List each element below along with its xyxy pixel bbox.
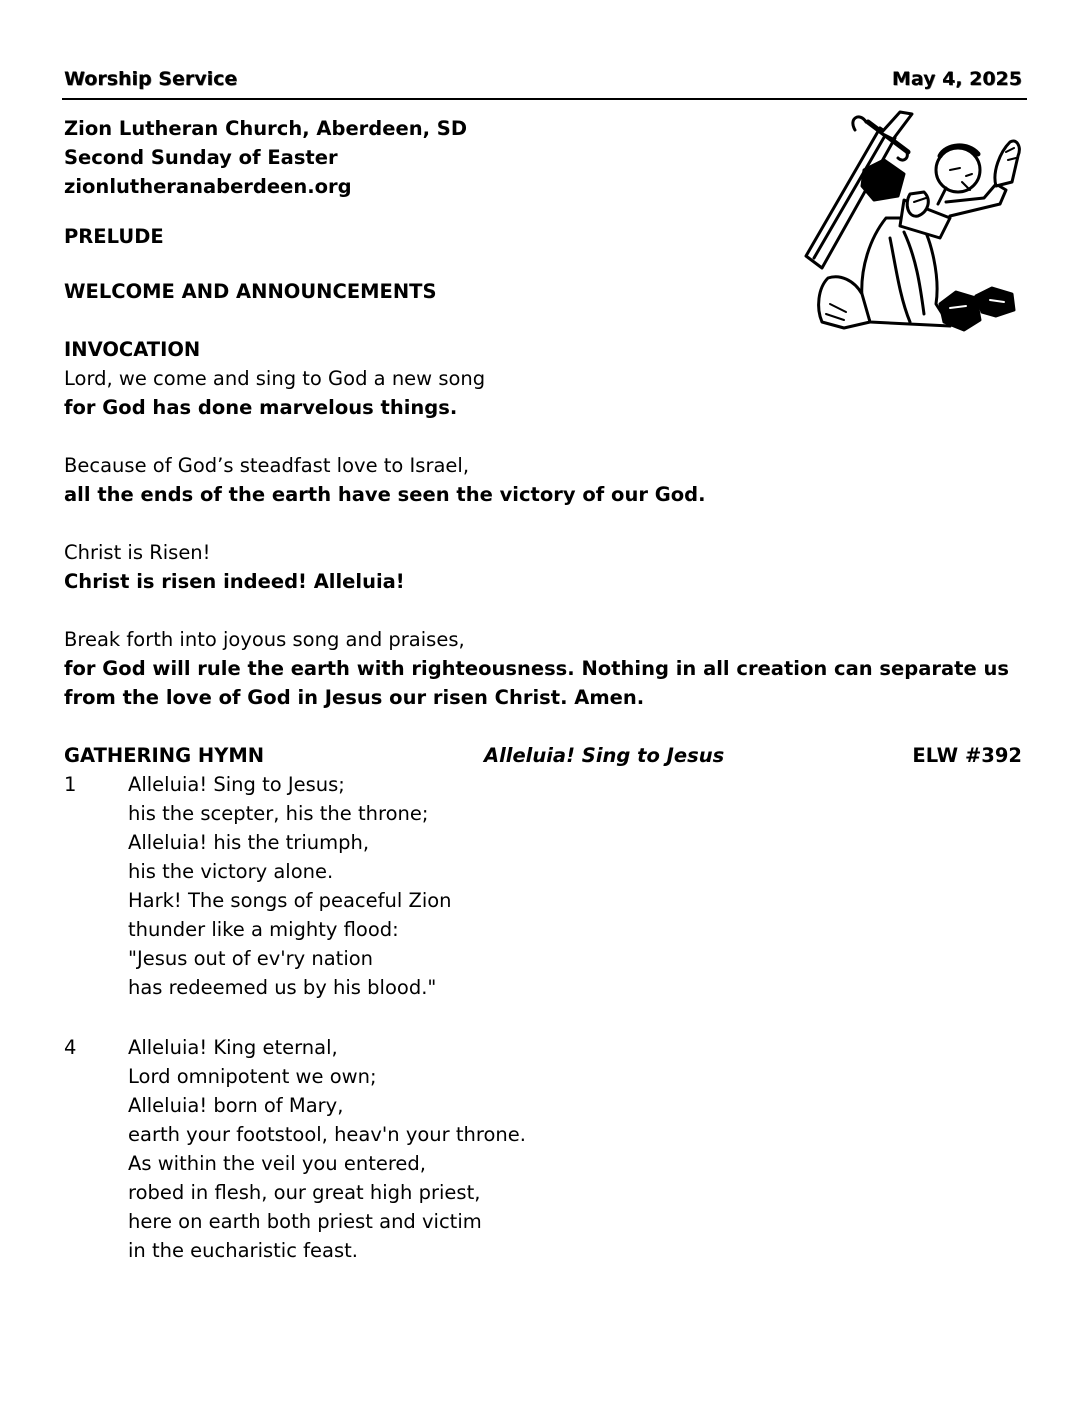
stanza-line: Hark! The songs of peaceful Zion: [128, 889, 452, 912]
stanza-number: 1: [64, 773, 77, 796]
prelude-heading: PRELUDE: [64, 225, 164, 248]
stanza-line: Alleluia! King eternal,: [128, 1036, 338, 1059]
stanza-line: "Jesus out of ev'ry nation: [128, 947, 374, 970]
stanza-line: has redeemed us by his blood.": [128, 976, 437, 999]
hymn-number: ELW #392: [912, 744, 1022, 767]
invocation-people-3: Christ is risen indeed! Alleluia!: [64, 570, 405, 593]
occasion: Second Sunday of Easter: [64, 146, 338, 169]
website: zionlutheranaberdeen.org: [64, 175, 352, 198]
header-title: Worship Service: [64, 68, 238, 90]
stanza-lines: [128, 770, 452, 1002]
apostle-illustration-icon: [800, 108, 1025, 336]
stanza-lines: [128, 1033, 526, 1265]
stanza-number: 4: [64, 1036, 77, 1059]
invocation-leader-2: Because of God’s steadfast love to Israel,: [64, 454, 470, 477]
stanza-line: his the victory alone.: [128, 860, 334, 883]
stanza-line: Lord omnipotent we own;: [128, 1065, 377, 1088]
invocation-leader-1: Lord, we come and sing to God a new song: [64, 367, 486, 390]
stanza-line: Alleluia! his the triumph,: [128, 831, 370, 854]
invocation-people-2: all the ends of the earth have seen the victory of our God.: [64, 483, 706, 506]
hymn-title: Alleluia! Sing to Jesus: [484, 744, 725, 767]
church-name: Zion Lutheran Church, Aberdeen, SD: [64, 117, 468, 140]
stanza-line: earth your footstool, heav'n your throne.: [128, 1123, 526, 1146]
invocation-leader-3: Christ is Risen!: [64, 541, 211, 564]
stanza-line: in the eucharistic feast.: [128, 1239, 358, 1262]
welcome-heading: WELCOME AND ANNOUNCEMENTS: [64, 280, 437, 303]
stanza-line: Alleluia! Sing to Jesus;: [128, 773, 345, 796]
stanza-line: robed in flesh, our great high priest,: [128, 1181, 481, 1204]
stanza-line: here on earth both priest and victim: [128, 1210, 482, 1233]
invocation-people-4b: from the love of God in Jesus our risen Christ. Amen.: [64, 686, 645, 709]
header-date: May 4, 2025: [891, 68, 1022, 90]
hymn-label: GATHERING HYMN: [64, 744, 265, 767]
stanza-line: As within the veil you entered,: [128, 1152, 427, 1175]
header-rule: [62, 98, 1027, 100]
invocation-people-1: for God has done marvelous things.: [64, 396, 458, 419]
stanza-line: Alleluia! born of Mary,: [128, 1094, 344, 1117]
stanza-line: his the scepter, his the throne;: [128, 802, 429, 825]
stanza-line: thunder like a mighty flood:: [128, 918, 399, 941]
invocation-heading: INVOCATION: [64, 338, 201, 361]
invocation-people-4a: for God will rule the earth with righteousness. Nothing in all creation can separate us: [64, 657, 1009, 680]
invocation-leader-4: Break forth into joyous song and praises,: [64, 628, 465, 651]
